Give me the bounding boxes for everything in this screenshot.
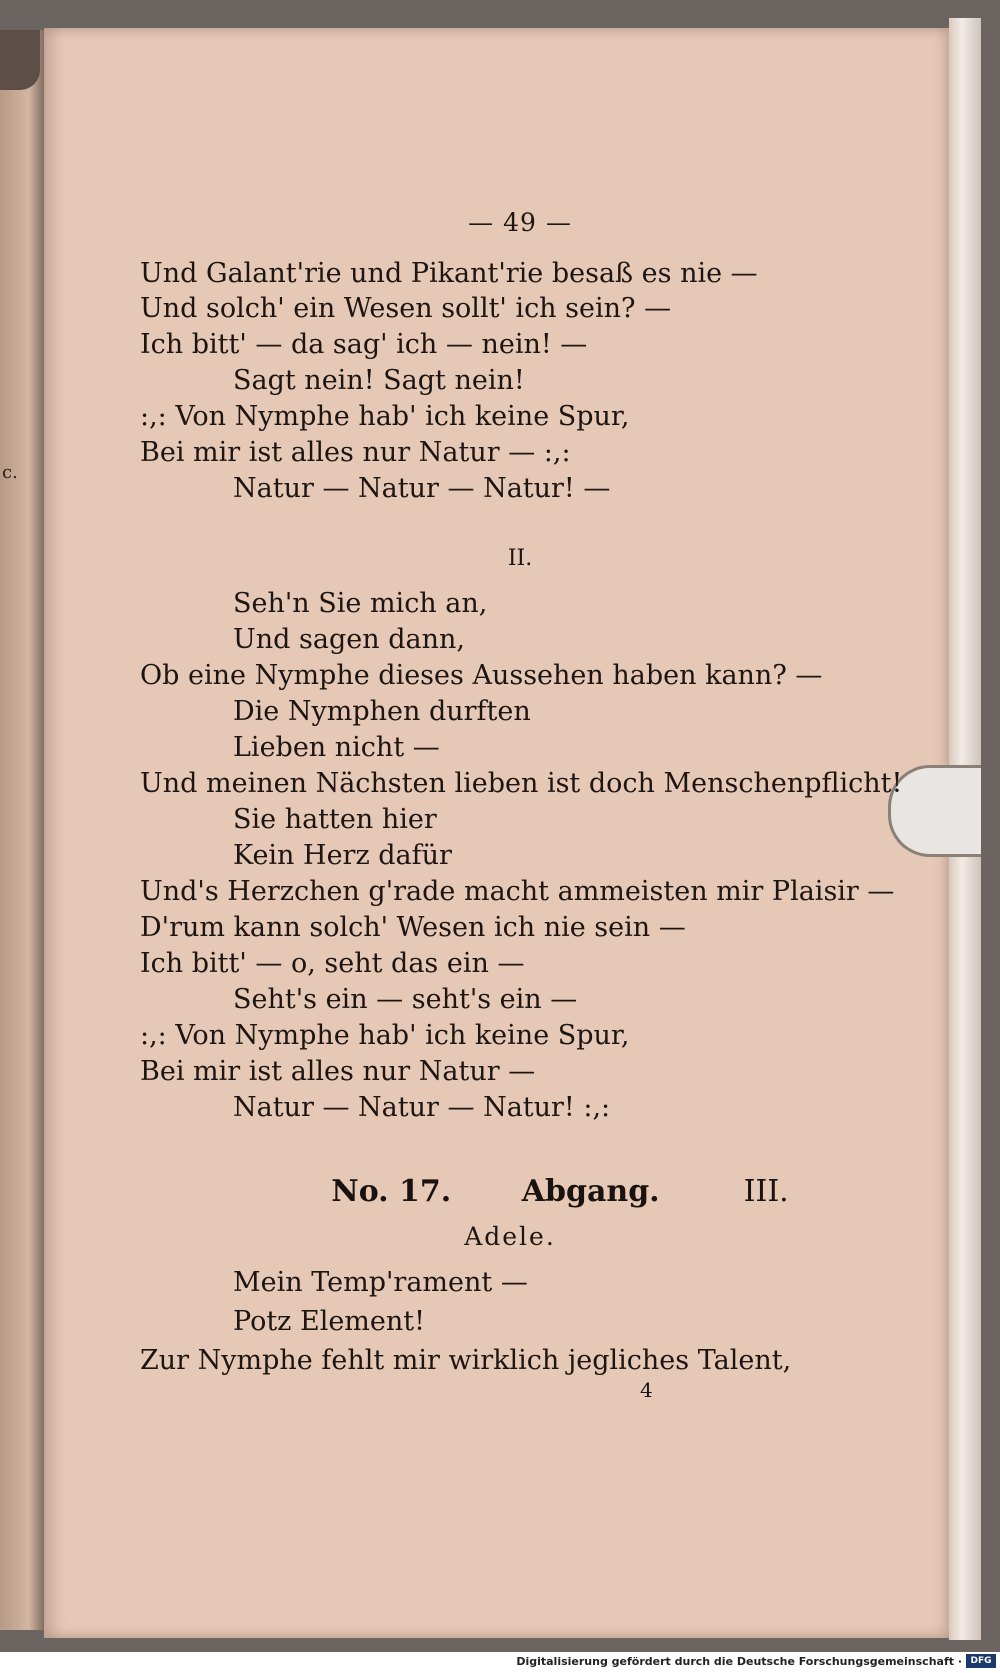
- section-heading: [0, 546, 1000, 571]
- facing-page-corner: [0, 30, 40, 90]
- verse-line: Ich bitt' — da sag' ich — nein! —: [140, 329, 588, 360]
- verse-line: Bei mir ist alles nur Natur —: [140, 1056, 536, 1087]
- verse-line: Und solch' ein Wesen sollt' ich sein? —: [140, 293, 672, 324]
- verse-line: Potz Element!: [233, 1306, 425, 1337]
- verse-line: D'rum kann solch' Wesen ich nie sein —: [140, 912, 686, 943]
- verse-line: Die Nymphen durften: [233, 696, 531, 727]
- number-label: No. 17.: [331, 1174, 452, 1209]
- verse-line: Und Galant'rie und Pikant'rie besaß es nie —: [140, 258, 758, 289]
- verse-line: :,: Von Nymphe hab' ich keine Spur,: [140, 1020, 630, 1051]
- verse-line: Sagt nein! Sagt nein!: [233, 365, 525, 396]
- verse-line: Mein Temp'rament —: [233, 1267, 528, 1298]
- verse-line: Lieben nicht —: [233, 732, 440, 763]
- speaker-name: [0, 1222, 1000, 1251]
- number-title: Abgang.: [521, 1174, 660, 1209]
- verse-line: Und sagen dann,: [233, 624, 465, 655]
- margin-mark: c.: [2, 462, 18, 483]
- verse-line: Bei mir ist alles nur Natur — :,:: [140, 437, 571, 468]
- facing-page-edge: [0, 30, 48, 1630]
- verse-line: Und's Herzchen g'rade macht ammeisten mir Plaisir —: [140, 876, 895, 907]
- verse-line: Kein Herz dafür: [233, 840, 452, 871]
- number-heading: [0, 1174, 1000, 1209]
- verse-line: Ob eine Nymphe dieses Aussehen haben kann? —: [140, 660, 823, 691]
- verse-line: Ich bitt' — o, seht das ein —: [140, 948, 525, 979]
- verse-line: Und meinen Nächsten lieben ist doch Menschenpflicht!: [140, 768, 903, 799]
- verse-line: :,: Von Nymphe hab' ich keine Spur,: [140, 401, 630, 432]
- verse-line: Natur — Natur — Natur! —: [233, 473, 611, 504]
- number-roman: III.: [743, 1174, 789, 1209]
- page-number-text: — 49 —: [468, 208, 572, 237]
- page-number: [0, 208, 1000, 237]
- dfg-logo: DFG: [966, 1654, 996, 1668]
- verse-line: Seht's ein — seht's ein —: [233, 984, 578, 1015]
- footer-credit: Digitalisierung gefördert durch die Deutsche Forschungsgemeinschaft ·: [516, 1655, 962, 1668]
- signature-mark: 4: [640, 1378, 653, 1402]
- verse-line: Natur — Natur — Natur! :,:: [233, 1092, 611, 1123]
- verse-line: Seh'n Sie mich an,: [233, 588, 488, 619]
- speaker-name-text: Adele.: [464, 1222, 556, 1251]
- verse-line: Zur Nymphe fehlt mir wirklich jegliches Talent,: [140, 1345, 792, 1376]
- verse-line: Sie hatten hier: [233, 804, 437, 835]
- section-heading-text: II.: [507, 546, 533, 571]
